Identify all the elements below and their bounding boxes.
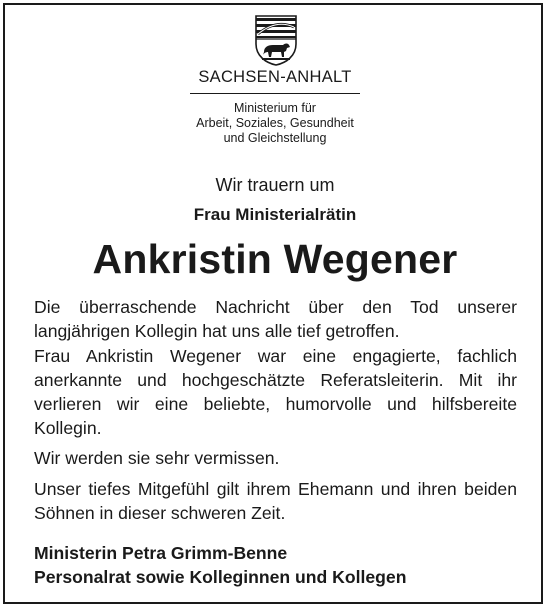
signers <box>34 541 524 589</box>
notice-paragraph: Wir werden sie sehr vermissen. <box>34 448 280 468</box>
deceased-name: Ankristin Wegener <box>92 236 458 282</box>
notice-paragraph: Unser tiefes Mitgefühl gilt ihrem Ehemann und ihren beiden Söhnen in dieser schweren Zeit. <box>34 479 517 523</box>
deceased-title: Frau Ministerialrätin <box>193 205 357 224</box>
mourning-intro: Wir trauern um <box>215 175 335 195</box>
notice-paragraph: Die überraschende Nachricht über den Tod unserer langjährigen Kollegin hat uns alle tief getroffen. <box>34 297 517 341</box>
sachsen-anhalt-coat-of-arms-icon <box>254 14 298 66</box>
state-name: SACHSEN-ANHALT <box>198 68 352 86</box>
signer-line: Ministerin Petra Grimm-Benne <box>34 543 288 563</box>
ministry-name <box>0 101 550 146</box>
header-divider <box>190 93 360 94</box>
ministry-line: Arbeit, Soziales, Gesundheit <box>196 116 354 130</box>
signer-line: Personalrat sowie Kolleginnen und Kollegen <box>34 567 407 587</box>
ministry-line: und Gleichstellung <box>223 131 327 145</box>
ministry-line: Ministerium für <box>234 101 316 115</box>
notice-paragraph: Frau Ankristin Wegener war eine engagierte, fachlich anerkannte und hochgeschätzte Referatsleiterin. Mit ihr verlieren wir eine beliebte, humorvolle und hilfsbereite Kollegin. <box>34 346 517 438</box>
